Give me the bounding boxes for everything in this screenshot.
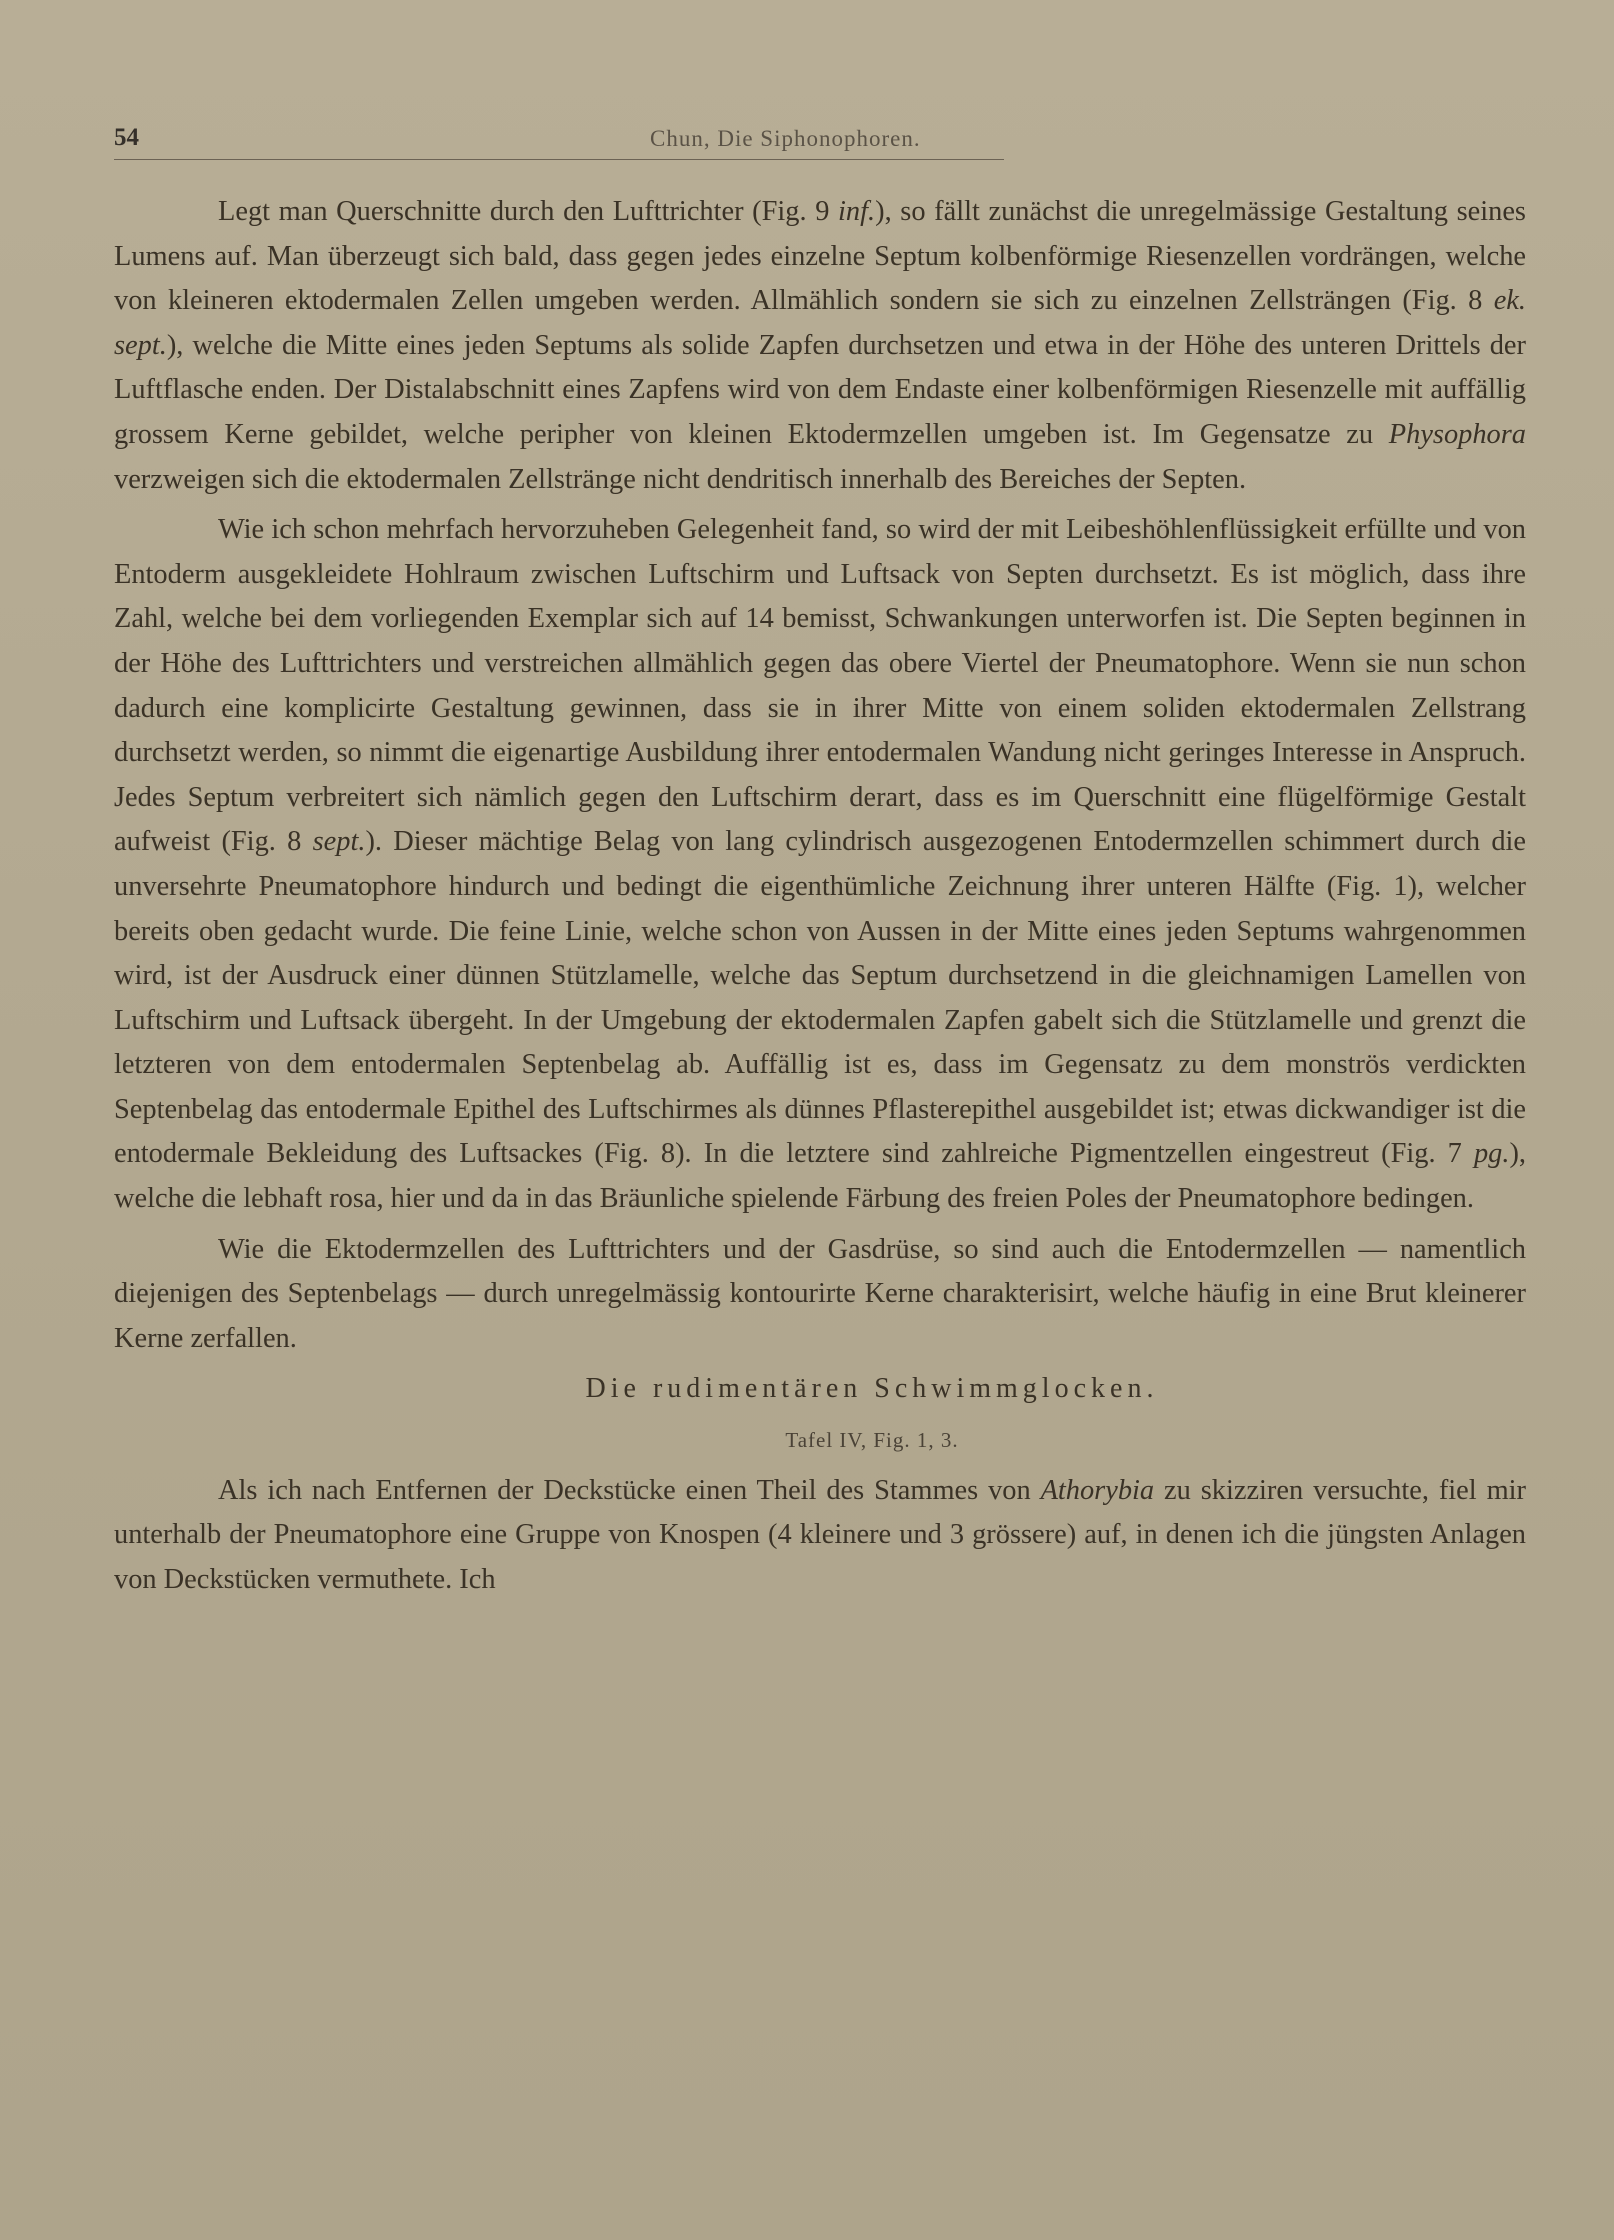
text-segment: ), welche die lebhaft rosa, hier und da in das Bräunliche spielende Färbung des freien Poles der Pneumatophore bedingen. — [114, 1138, 1526, 1215]
text-segment: zu skizziren versuchte, fiel mir unterhalb der Pneumatophore eine Gruppe von Knospen (4 kleinere und 3 grössere) auf, in denen ich die jüngsten Anlagen von Deckstücken vermuthete. Ich — [114, 1474, 1526, 1595]
running-head — [114, 124, 1526, 160]
section-subtitle: Tafel IV, Fig. 1, 3. — [785, 1428, 959, 1453]
paragraph-4 — [114, 1469, 1526, 1603]
paragraph-1 — [114, 190, 1526, 502]
text-segment: ), so fällt zunächst die unregelmässige Gestaltung seines Lumens auf. Man überzeugt sich bald, dass gegen jedes einzelne Septum kolbenförmige Riesenzellen vordrängen, welche von kleineren ektodermalen Zellen umgeben werden. Allmählich sondern sie sich zu einzelnen Zellsträngen (Fig. 8 — [114, 196, 1526, 317]
text-segment: verzweigen sich die ektodermalen Zellstränge nicht dendritisch innerhalb des Bereiches der Septen. — [114, 463, 1247, 495]
paragraph-3 — [114, 1228, 1526, 1362]
text-segment: Als ich nach Entfernen der Deckstücke einen Theil des Stammes von — [218, 1474, 1041, 1506]
running-title: Chun, Die Siphonophoren. — [650, 126, 921, 151]
page-number: 54 — [114, 124, 139, 151]
italic-segment: pg. — [1473, 1138, 1510, 1170]
italic-segment: ek. sept. — [114, 285, 1526, 361]
italic-segment: Physophora — [1388, 418, 1526, 450]
italic-segment: Athorybia — [1040, 1474, 1155, 1506]
body-text — [114, 190, 1526, 1608]
text-segment: Wie die Ektodermzellen des Lufttrichters und der Gasdrüse, so sind auch die Entodermzellen — namentlich diejenigen des Septenbelags — durch unregelmässig kontourirte Kerne charakterisirt, welche häufig in eine Brut kleinerer Kerne zerfallen. — [114, 1233, 1526, 1354]
text-segment: Wie ich schon mehrfach hervorzuheben Gelegenheit fand, so wird der mit Leibeshöhlenflüssigkeit erfüllte und von Entoderm ausgekleidete Hohlraum zwischen Luftschirm und Luftsack von Septen durchsetzt. Es ist möglich, dass ihre Zahl, welche bei dem vorliegenden Exemplar sich auf 14 bemisst, Schwankungen unterworfen ist. Die Septen beginnen in der Höhe des Lufttrichters und verstreichen allmählich gegen das obere Viertel der Pneumatophore. Wenn sie nun schon dadurch eine komplicirte Gestaltung gewinnen, dass sie in ihrer Mitte von einem soliden ektodermalen Zellstrang durchsetzt werden, so nimmt die eigenartige Ausbildung ihrer entodermalen Wandung nicht geringes Interesse in Anspruch. Jedes Septum verbreitert sich nämlich gegen den Luftschirm derart, dass es im Querschnitt eine flügelförmige Gestalt aufweist (Fig. 8 — [114, 514, 1526, 858]
text-segment: Legt man Querschnitte durch den Lufttrichter (Fig. 9 — [218, 196, 839, 227]
header-rule — [114, 159, 1004, 160]
italic-segment: sept. — [312, 826, 366, 858]
paragraph-2 — [114, 508, 1526, 1222]
section-title: Die rudimentären Schwimmglocken. — [585, 1373, 1159, 1405]
text-segment: ), welche die Mitte eines jeden Septums als solide Zapfen durchsetzen und etwa in der Höhe des unteren Drittels der Luftflasche enden. Der Distalabschnitt eines Zapfens wird von dem Endaste einer kolbenförmigen Riesenzelle mit auffällig grossem Kerne gebildet, welche peripher von kleinen Ektodermzellen umgeben ist. Im Gegensatze zu — [114, 329, 1526, 450]
italic-segment: inf. — [838, 196, 876, 227]
text-segment: ). Dieser mächtige Belag von lang cylindrisch ausgezogenen Entodermzellen schimmert durch die unversehrte Pneumatophore hindurch und bedingt die eigenthümliche Zeichnung ihrer unteren Hälfte (Fig. 1), welcher bereits oben gedacht wurde. Die feine Linie, welche schon von Aussen in der Mitte eines jeden Septums wahrgenommen wird, ist der Ausdruck einer dünnen Stützlamelle, welche das Septum durchsetzend in die gleichnamigen Lamellen von Luftschirm und Luftsack übergeht. In der Umgebung der ektodermalen Zapfen gabelt sich die Stützlamelle und grenzt die letzteren von dem entodermalen Septenbelag ab. Auffällig ist es, dass im Gegensatz zu dem monströs verdickten Septenbelag das entodermale Epithel des Luftschirmes als dünnes Pflasterepithel ausgebildet ist; etwas dickwandiger ist die entodermale Bekleidung des Luftsackes (Fig. 8). In die letztere sind zahlreiche Pigmentzellen eingestreut (Fig. 7 — [114, 826, 1527, 1170]
